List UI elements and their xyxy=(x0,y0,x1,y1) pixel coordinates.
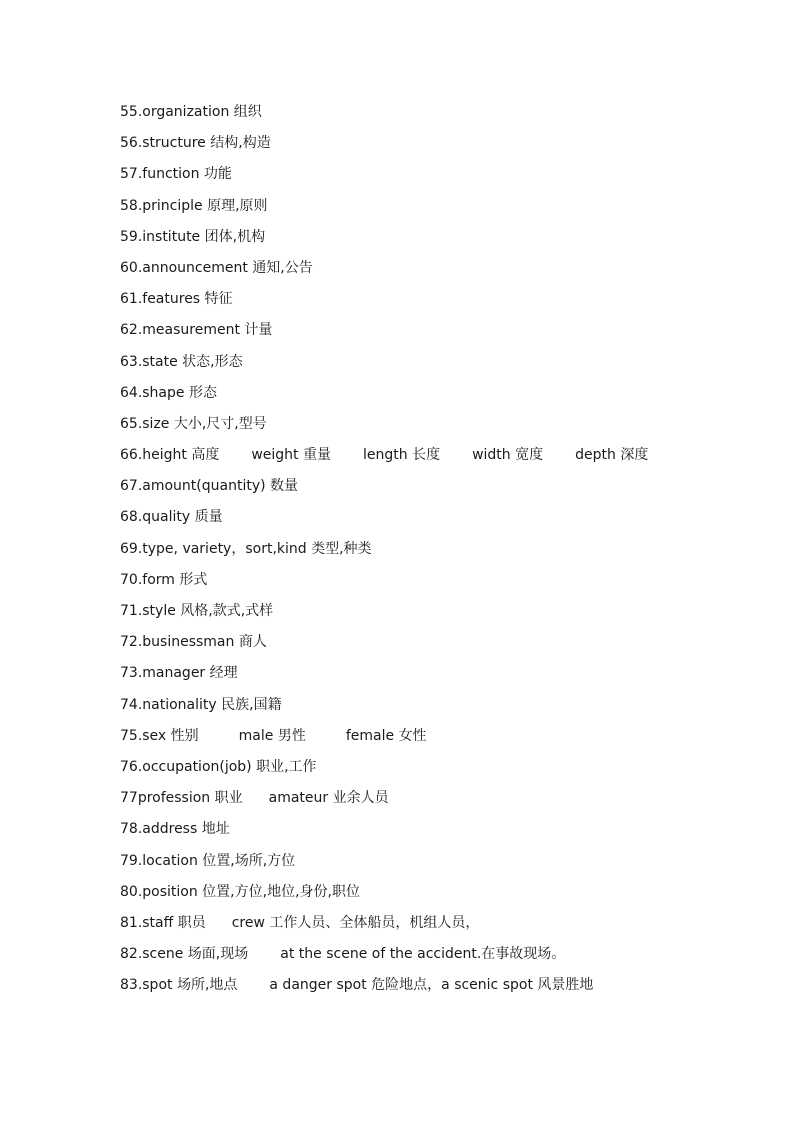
vocab-line-70 xyxy=(120,567,760,598)
vocab-entry: 78.address 地址 xyxy=(120,821,230,838)
vocab-line-64 xyxy=(120,380,760,411)
vocab-line-82 xyxy=(120,941,760,972)
vocab-line-66 xyxy=(120,442,760,473)
vocab-entry: 70.form 形式 xyxy=(120,571,208,588)
vocabulary-list xyxy=(120,99,760,1003)
vocab-entry: 83.spot 场所,地点 xyxy=(120,977,238,994)
vocab-line-59 xyxy=(120,224,760,255)
vocab-line-61 xyxy=(120,286,760,317)
vocab-entry: 68.quality 质量 xyxy=(120,509,223,526)
vocab-entry: 61.features 特征 xyxy=(120,291,233,308)
vocab-line-76 xyxy=(120,754,760,785)
vocab-entry: 57.function 功能 xyxy=(120,166,232,183)
vocab-entry: 79.location 位置,场所,方位 xyxy=(120,852,296,869)
vocab-entry: 59.institute 团体,机构 xyxy=(120,228,266,245)
vocab-entry: 75.sex 性别 xyxy=(120,727,199,744)
vocab-entry: 55.organization 组织 xyxy=(120,104,262,120)
vocab-line-63 xyxy=(120,349,760,380)
vocab-entry: 62.measurement 计量 xyxy=(120,322,273,339)
vocab-line-74 xyxy=(120,692,760,723)
vocab-line-81 xyxy=(120,910,760,941)
vocab-entry: 64.shape 形态 xyxy=(120,384,217,401)
vocab-entry: 82.scene 场面,现场 xyxy=(120,946,249,963)
vocab-entry: crew 工作人员、全体船员，机组人员， xyxy=(231,914,480,931)
vocab-entry: 67.amount(quantity) 数量 xyxy=(120,478,299,495)
vocab-line-71 xyxy=(120,598,760,629)
vocab-entry: width 宽度 xyxy=(472,447,544,464)
vocab-entry: a danger spot 危险地点，a scenic spot 风景胜地 xyxy=(269,977,594,994)
vocab-entry: 66.height 高度 xyxy=(120,447,220,464)
vocab-line-58 xyxy=(120,193,760,224)
vocab-entry: 60.announcement 通知,公告 xyxy=(120,259,313,276)
vocab-entry: female 女性 xyxy=(345,727,427,744)
vocab-entry: 73.manager 经理 xyxy=(120,665,238,682)
vocab-line-75 xyxy=(120,723,760,754)
vocab-entry: length 长度 xyxy=(363,447,441,464)
vocab-line-57 xyxy=(120,161,760,192)
vocab-entry: 81.staff 职员 xyxy=(120,914,206,931)
vocab-line-72 xyxy=(120,629,760,660)
vocab-entry: 72.businessman 商人 xyxy=(120,634,267,651)
vocab-line-73 xyxy=(120,660,760,691)
vocab-line-56 xyxy=(120,130,760,161)
vocab-entry: 58.principle 原理,原则 xyxy=(120,197,268,214)
vocab-entry: 80.position 位置,方位,地位,身份,职位 xyxy=(120,883,360,900)
vocab-entry: 63.state 状态,形态 xyxy=(120,353,243,370)
vocab-line-65 xyxy=(120,411,760,442)
vocab-line-55 xyxy=(120,99,760,130)
vocab-line-62 xyxy=(120,317,760,348)
vocab-entry: amateur 业余人员 xyxy=(268,790,389,807)
vocab-line-77 xyxy=(120,785,760,816)
vocab-line-79 xyxy=(120,848,760,879)
vocab-line-78 xyxy=(120,816,760,847)
vocab-line-68 xyxy=(120,504,760,535)
vocab-entry: 71.style 风格,款式,式样 xyxy=(120,603,274,619)
vocab-entry: at the scene of the accident.在事故现场。 xyxy=(280,946,566,963)
vocab-entry: depth 深度 xyxy=(575,447,649,464)
vocab-entry: 74.nationality 民族,国籍 xyxy=(120,696,282,713)
vocab-entry: 56.structure 结构,构造 xyxy=(120,135,271,152)
vocab-entry: 76.occupation(job) 职业,工作 xyxy=(120,758,317,775)
vocab-entry: 69.type, variety，sort,kind 类型,种类 xyxy=(120,540,372,557)
vocab-line-80 xyxy=(120,879,760,910)
vocab-line-83 xyxy=(120,972,760,1003)
vocab-line-60 xyxy=(120,255,760,286)
vocab-entry: 77profession 职业 xyxy=(120,790,243,807)
vocab-line-69 xyxy=(120,536,760,567)
vocab-entry: male 男性 xyxy=(238,727,306,744)
vocab-entry: weight 重量 xyxy=(251,447,331,464)
vocab-line-67 xyxy=(120,473,760,504)
vocab-entry: 65.size 大小,尺寸,型号 xyxy=(120,415,267,432)
